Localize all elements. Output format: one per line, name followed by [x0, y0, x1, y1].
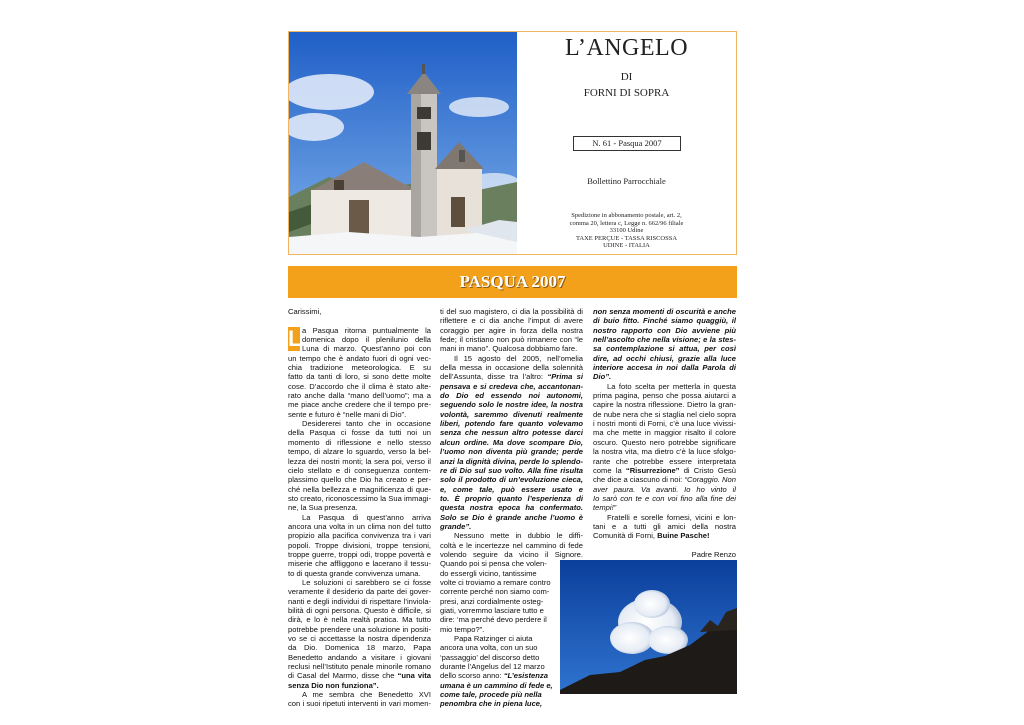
- masthead-text: [517, 32, 736, 254]
- article-column-3: non senza momenti di oscurità e anche di buio fitto. Finché siamo quaggiù, il nostro rapporto con Dio avviene più nell’ascolto che nella visione; e la stes- sa contemplazione si attua, per così dire, ad occhi chiusi, grazie alla luce interiore accesa in noi dalla Parola di Dio”. La foto scelta per metterla in questa prima pagina, penso che possa aiutarci a capire la nostra riflessione. Dietro la gran- de nube nera che si staglia nel cielo sopra i nostri monti di Forni, c’è una luce vivissi- ma che mette in maggior risalto il colore oscuro. Questo nero potrebbe significare la nostra vita, ma dietro c’è la luce sfolgo- rante che potrebbe essere interpretata come la “Risurrezione” di Cristo Gesù che dice a ciascuno di noi: “Coraggio. Non aver paura. Va avanti. Io ho vinto il Io sarò con te e con voi fino alla fine dei tempi!” Fratelli e sorelle fornesi, vicini e lon- tani e a tutti gli amici della nostra Comunità di Forni, Buine Pasche! Padre Renzo: [593, 307, 736, 559]
- banner-title: PASQUA 2007: [459, 272, 566, 291]
- postal-line: comma 20, lettera c, Legge n. 662/96 filiale: [569, 219, 684, 227]
- drop-cap: L: [288, 326, 302, 351]
- issue-number-box: N. 61 - Pasqua 2007: [573, 136, 681, 151]
- place-name: FORNI DI SOPRA: [583, 87, 670, 99]
- signature: Padre Renzo: [691, 549, 736, 559]
- newsletter-title: L’ANGELO: [564, 35, 689, 61]
- greeting: Carissimi,: [288, 307, 322, 316]
- article-column-2: ti del suo magistero, ci dia la possibilità di riflettere e ci dia anche l’imput di avere coraggio per agire in forza della nostra fede; il cristiano non può rimanere con “le mani in mano”. Qualcosa dobbiamo fare. Il 15 agosto del 2005, nell’omelia della messa in occasione della solennità dell’Assunta, disse tra l’altro: “Prima si pensava e si credeva che, accantonan- do Dio ed essendo noi autonomi, seguendo solo le nostre idee, la nostra volontà, saremmo divenuti realmente liberi, potendo fare quanto volevamo senza che nessun altro potesse darci alcun ordine. Ma dove scompare Dio, l’uomo non diventa più grande; perde anzi la dignità divina, perde lo splendo- re di Dio sul suo volto. Alla fine risulta solo il prodotto di un’evoluzione cieca, e, come tale, può essere usato e to. È proprio quanto l’esperienza di questa nostra epoca ha confermato. Solo se Dio è grande anche l’uomo è grande”. Nessuno mette in dubbio le diffi- coltà e le incertezze nel cammino di fede volendo seguire da vicino il Signore. Quando poi si pensa che volen- do essergli vicino, tantissime volte ci troviamo a remare contro corrente perché non siamo com- presi, anzi cordialmente osteg- giati, vorremmo lasciare tutto e dire: ‘ma perché devo perdere il mio tempo?”. Papa Ratzinger ci aiuta ancora una volta, con un suo ‘passaggio’ del discorso detto durante l’Angelus del 12 marzo dello scorso anno: “L’esistenza umana è un cammino di fede e, come tale, procede più nella penombra che in piena luce,: [440, 307, 583, 709]
- cloud-photo: [560, 560, 737, 694]
- postal-line: UDINE - ITALIA: [603, 242, 650, 250]
- subtitle: Bollettino Parrocchiale: [587, 176, 666, 186]
- postal-line: Spedizione in abbonamento postale, art. 2,: [571, 212, 682, 219]
- title-di: DI: [620, 71, 633, 83]
- section-banner: [288, 266, 737, 298]
- postal-line: 33100 Udine: [609, 227, 644, 235]
- church-photo: [289, 32, 517, 254]
- postal-line: TAXE PERÇUE - TASSA RISCOSSA: [575, 234, 678, 242]
- article-column-1: Carissimi, L a Pasqua ritorna puntualmente la domenica dopo il plenilunio della Luna di marzo. Quest’anno poi con un tempo che è andato fuori di ogni vec- chia tradizione meteorologica. E su fatto da tanti di loro, si sono dette molte cose. D’accordo che il clima è stato alte- rato anche dalla “mano dell’uomo”; ma a me piace anche credere che il tempo pre- sente e futuro è “nelle mani di Dio”. Desidererei tanto che in occasione della Pasqua ci fosse da tutti noi un momento di riflessione e nello stesso tempo, di alzare lo sguardo, verso la bel- lezza dei nostri monti; la sera poi, verso il cielo stellato e di conseguenza contem- plassimo quello che Dio ha creato e per- ché nella bellezza e magnificenza di que- sto creato, riconoscessimo la Sua immagi- ne, la Sua presenza. La Pasqua di quest’anno arriva ancora una volta in un clima non del tutto propizio alla pacifica convivenza tra i vari popoli. Troppe divisioni, troppe tensioni, troppe guerre, troppi odi, troppe povertà e miserie che affliggono e lacerano il tessu- to di questa grande convivenza umana. Le soluzioni ci sarebbero se ci fosse veramente il desiderio da parte dei gover- nanti e degli individui di rispettare l’inviola- bilità di ogni persona. Questo è difficile, si dirà, e lo è nella realtà pratica. Ma tutto potrebbe prendere una soluzione in positi- vo se ci accettasse la nostra dipendenza da Dio. Domenica 18 marzo, Papa Benedetto andando a visitare i giovani reclusi nell’Istituto penale minorile romano di Casal del Marmo, disse che “una vita senza Dio non funziona”. A me sembra che Benedetto XVI con i suoi ripetuti interventi in vari momen-: [288, 307, 431, 709]
- postal-notice: [517, 212, 736, 250]
- masthead-box: [288, 31, 737, 255]
